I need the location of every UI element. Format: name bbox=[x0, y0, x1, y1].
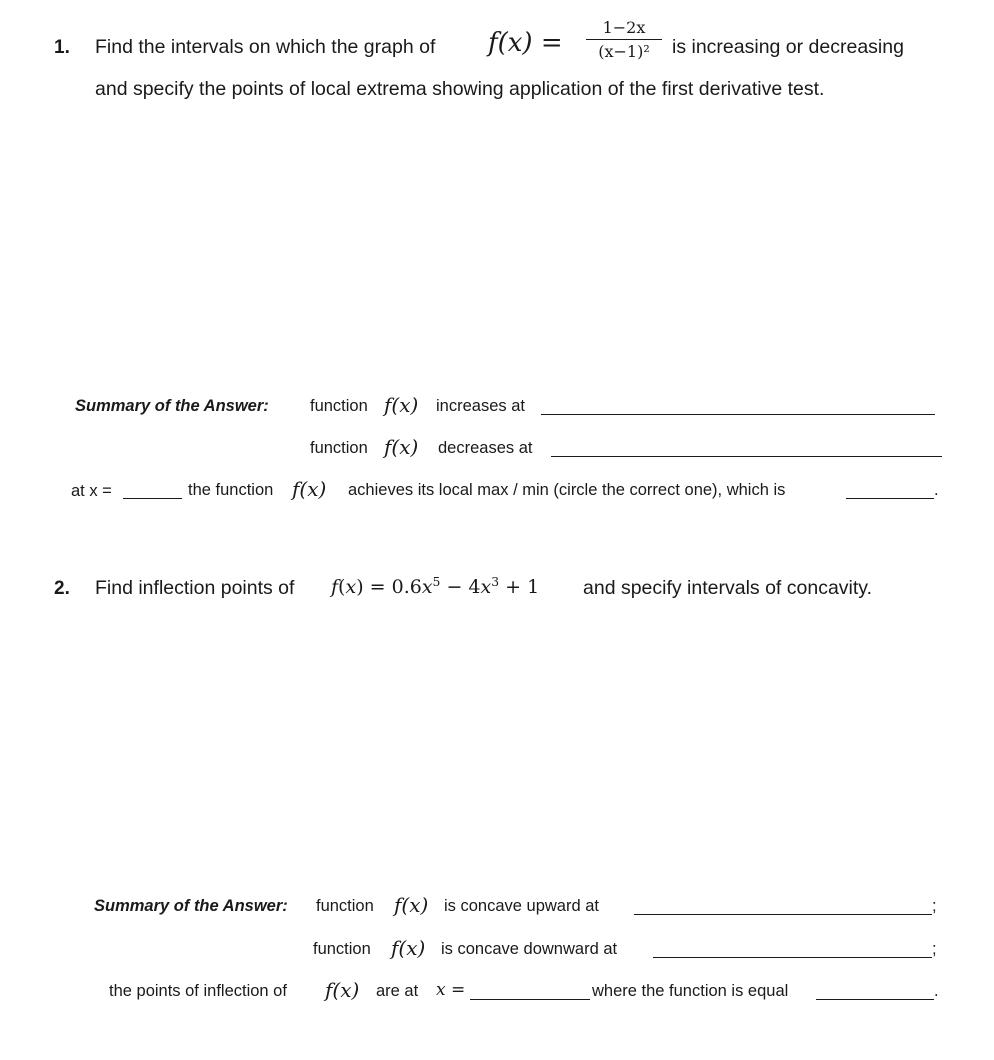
inflection-period: . bbox=[934, 982, 939, 1000]
concave-up-prefix: function bbox=[316, 897, 374, 915]
problem-1-function-lhs: f(x) = bbox=[488, 28, 563, 58]
problem-1-number: 1. bbox=[54, 37, 70, 58]
decreases-function: f(x) bbox=[384, 435, 419, 459]
inflection-function: f(x) bbox=[325, 978, 360, 1002]
concave-down-semicolon: ; bbox=[932, 940, 937, 958]
problem-1-fraction bbox=[586, 18, 662, 61]
problem-2-function: $f(x) = 0.6x^5 - 4x^3 + 1$ bbox=[331, 575, 540, 598]
concave-down-suffix: is concave downward at bbox=[441, 940, 618, 958]
increases-answer-blank[interactable] bbox=[541, 414, 935, 415]
concave-up-function: f(x) bbox=[394, 893, 429, 917]
summary-2-label: Summary of the Answer: bbox=[94, 897, 288, 915]
decreases-prefix: function bbox=[310, 439, 368, 457]
problem-1-text-start: Find the intervals on which the graph of bbox=[95, 36, 436, 58]
concave-down-function: f(x) bbox=[391, 936, 426, 960]
concave-up-blank[interactable] bbox=[634, 914, 932, 915]
concave-down-blank[interactable] bbox=[653, 957, 932, 958]
function-value-blank[interactable] bbox=[816, 999, 934, 1000]
problem-2-text-start: Find inflection points of bbox=[95, 577, 295, 599]
concave-up-semicolon: ; bbox=[932, 897, 937, 915]
extrema-function: f(x) bbox=[292, 477, 327, 501]
problem-2-number: 2. bbox=[54, 578, 70, 599]
equal-text: where the function is equal bbox=[592, 982, 789, 1000]
extrema-value-blank[interactable] bbox=[846, 498, 934, 499]
fraction-numerator: 1−2x bbox=[586, 18, 662, 40]
inflection-x-blank[interactable] bbox=[470, 999, 590, 1000]
inflection-prefix: the points of inflection of bbox=[109, 982, 287, 1000]
inflection-mid: are at bbox=[376, 982, 419, 1000]
extrema-x-blank[interactable] bbox=[123, 498, 182, 499]
extrema-period: . bbox=[934, 481, 939, 499]
extrema-prefix: the function bbox=[188, 481, 274, 499]
inflection-x-equals: x = bbox=[436, 980, 466, 1000]
decreases-answer-blank[interactable] bbox=[551, 456, 942, 457]
increases-suffix: increases at bbox=[436, 397, 525, 415]
concave-down-prefix: function bbox=[313, 940, 371, 958]
increases-prefix: function bbox=[310, 397, 368, 415]
decreases-suffix: decreases at bbox=[438, 439, 533, 457]
fraction-denominator: (x−1)² bbox=[598, 42, 650, 61]
summary-1-label: Summary of the Answer: bbox=[75, 397, 269, 415]
problem-1-text-end: is increasing or decreasing bbox=[672, 36, 904, 58]
extrema-text: achieves its local max / min (circle the correct one), which is bbox=[348, 481, 786, 499]
increases-function: f(x) bbox=[384, 393, 419, 417]
problem-2-text-end: and specify intervals of concavity. bbox=[583, 577, 873, 599]
problem-1-line-2: and specify the points of local extrema showing application of the first derivative test. bbox=[95, 78, 825, 100]
concave-up-suffix: is concave upward at bbox=[444, 897, 600, 915]
at-x-label: at x = bbox=[71, 482, 112, 500]
